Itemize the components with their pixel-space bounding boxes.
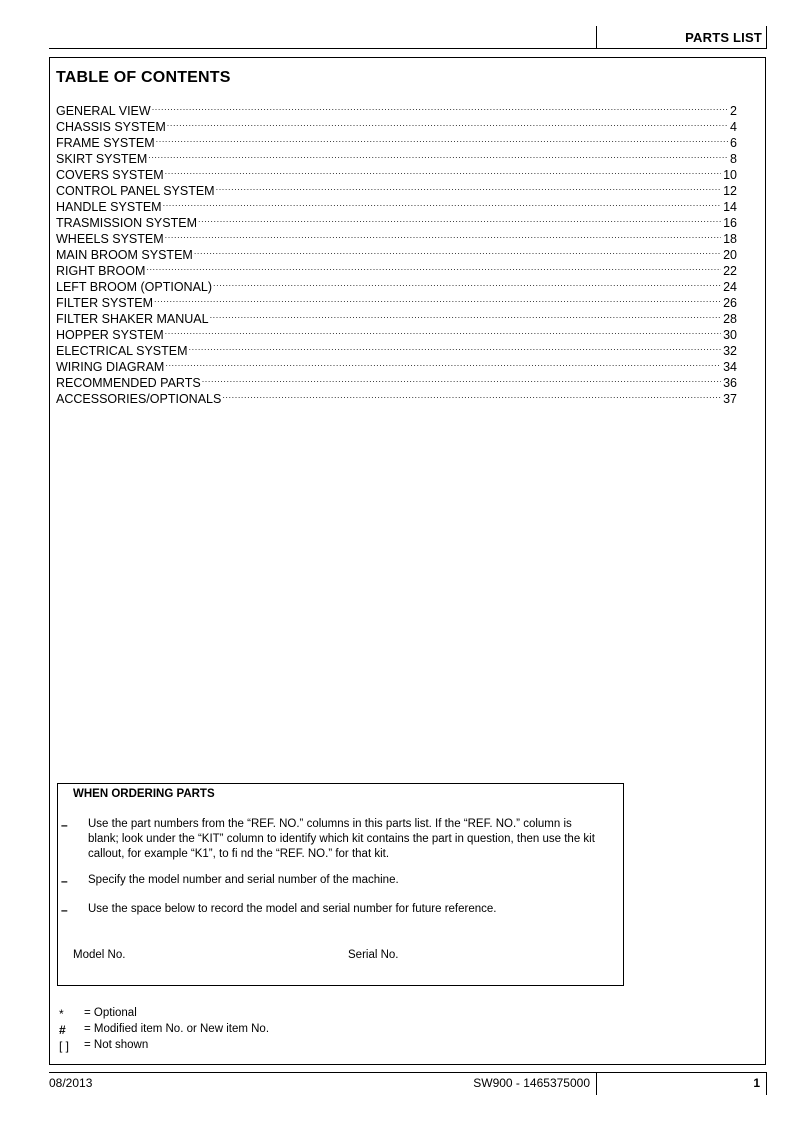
toc-leader xyxy=(164,355,721,371)
toc-page: 14 xyxy=(723,200,737,214)
serial-number-label: Serial No. xyxy=(348,949,399,961)
toc-page: 26 xyxy=(723,296,737,310)
toc-page: 6 xyxy=(730,136,737,150)
toc-entry-general-view[interactable] xyxy=(56,99,737,118)
toc-leader xyxy=(162,195,722,211)
toc-leader xyxy=(164,227,721,243)
footer-date: 08/2013 xyxy=(49,1076,93,1090)
toc-leader xyxy=(164,323,721,339)
footer-divider xyxy=(596,1072,597,1095)
toc-label: FRAME SYSTEM xyxy=(56,136,155,150)
toc-leader xyxy=(151,99,728,115)
ordering-parts-title: WHEN ORDERING PARTS xyxy=(73,788,215,800)
toc-leader xyxy=(155,131,728,147)
bullet-line: Use the part numbers from the “REF. NO.” columns in this parts list. If the “REF. NO.” column is xyxy=(88,818,572,830)
toc-leader xyxy=(197,211,721,227)
bullet-line: Specify the model number and serial number of the machine. xyxy=(88,874,399,886)
toc-page: 18 xyxy=(723,232,737,246)
bullet-dash: – xyxy=(61,818,68,832)
toc-leader xyxy=(215,179,722,195)
toc-leader xyxy=(188,339,722,355)
toc-list xyxy=(56,99,737,406)
toc-label: TRASMISSION SYSTEM xyxy=(56,216,197,230)
toc-leader xyxy=(166,115,728,131)
header-divider xyxy=(596,26,597,48)
toc-page: 16 xyxy=(723,216,737,230)
bullet-text-record-space xyxy=(88,902,496,917)
toc-label: FILTER SYSTEM xyxy=(56,296,154,310)
toc-page: 36 xyxy=(723,376,737,390)
toc-page: 28 xyxy=(723,312,737,326)
toc-page: 37 xyxy=(723,392,737,406)
toc-label: HOPPER SYSTEM xyxy=(56,328,164,342)
toc-entry-left-broom[interactable] xyxy=(56,275,737,294)
toc-page: 34 xyxy=(723,360,737,374)
toc-label: WHEELS SYSTEM xyxy=(56,232,164,246)
toc-label: CONTROL PANEL SYSTEM xyxy=(56,184,215,198)
bullet-line: blank; look under the “KIT” column to identify which kit contains the part in question, then use the kit xyxy=(88,833,595,845)
model-number-label: Model No. xyxy=(73,949,126,961)
toc-page: 20 xyxy=(723,248,737,262)
toc-label: ELECTRICAL SYSTEM xyxy=(56,344,188,358)
toc-label: WIRING DIAGRAM xyxy=(56,360,165,374)
toc-label: RIGHT BROOM xyxy=(56,264,146,278)
toc-leader xyxy=(153,291,721,307)
toc-leader xyxy=(193,243,721,259)
legend-text-not-shown: = Not shown xyxy=(84,1039,149,1051)
legend-symbol-optional: * xyxy=(59,1007,64,1021)
toc-label: SKIRT SYSTEM xyxy=(56,152,148,166)
toc-page: 4 xyxy=(730,120,737,134)
footer-page-number: 1 xyxy=(753,1076,760,1090)
toc-title: TABLE OF CONTENTS xyxy=(56,69,231,86)
toc-label: ACCESSORIES/OPTIONALS xyxy=(56,392,222,406)
toc-page: 22 xyxy=(723,264,737,278)
bullet-text-model-serial xyxy=(88,873,399,888)
footer-model-code: SW900 - 1465375000 xyxy=(473,1076,590,1090)
toc-entry-filter-system[interactable] xyxy=(56,291,737,310)
toc-leader xyxy=(209,307,722,323)
toc-label: LEFT BROOM (OPTIONAL) xyxy=(56,280,213,294)
toc-leader xyxy=(147,147,728,163)
legend-symbol-modified: # xyxy=(59,1023,66,1037)
toc-entry-filter-shaker-manual[interactable] xyxy=(56,307,737,326)
toc-entry-right-broom[interactable] xyxy=(56,259,737,278)
toc-label: GENERAL VIEW xyxy=(56,104,151,118)
legend-symbol-not-shown: [ ] xyxy=(59,1039,70,1053)
toc-label: FILTER SHAKER MANUAL xyxy=(56,312,209,326)
toc-entry-covers-system[interactable] xyxy=(56,163,737,182)
toc-page: 12 xyxy=(723,184,737,198)
toc-page: 24 xyxy=(723,280,737,294)
bullet-line: callout, for example “K1”, to fi nd the “REF. NO.” for that kit. xyxy=(88,848,390,860)
legend-text-modified: = Modified item No. or New item No. xyxy=(84,1023,270,1035)
toc-leader xyxy=(145,259,721,275)
toc-page: 2 xyxy=(730,104,737,118)
toc-leader xyxy=(201,371,721,387)
footer-rule xyxy=(49,1072,767,1073)
toc-leader xyxy=(212,275,721,291)
toc-entry-skirt-system[interactable] xyxy=(56,147,737,166)
toc-page: 10 xyxy=(723,168,737,182)
toc-page: 30 xyxy=(723,328,737,342)
legend-text-optional: = Optional xyxy=(84,1007,137,1019)
toc-label: COVERS SYSTEM xyxy=(56,168,164,182)
toc-leader xyxy=(221,387,721,403)
header-rule xyxy=(49,48,767,49)
bullet-text-ref-no xyxy=(88,817,595,862)
bullet-line: Use the space below to record the model and serial number for future reference. xyxy=(88,903,497,915)
toc-leader xyxy=(164,163,721,179)
toc-entry-chassis-system[interactable] xyxy=(56,115,737,134)
header-divider-right xyxy=(766,26,767,48)
toc-label: CHASSIS SYSTEM xyxy=(56,120,166,134)
toc-entry-frame-system[interactable] xyxy=(56,131,737,150)
bullet-dash: – xyxy=(61,903,68,917)
toc-page: 32 xyxy=(723,344,737,358)
header-title: PARTS LIST xyxy=(685,30,762,45)
bullet-dash: – xyxy=(61,874,68,888)
toc-label: MAIN BROOM SYSTEM xyxy=(56,248,193,262)
footer-divider-right xyxy=(766,1072,767,1095)
toc-label: HANDLE SYSTEM xyxy=(56,200,162,214)
toc-page: 8 xyxy=(730,152,737,166)
toc-label: RECOMMENDED PARTS xyxy=(56,376,201,390)
